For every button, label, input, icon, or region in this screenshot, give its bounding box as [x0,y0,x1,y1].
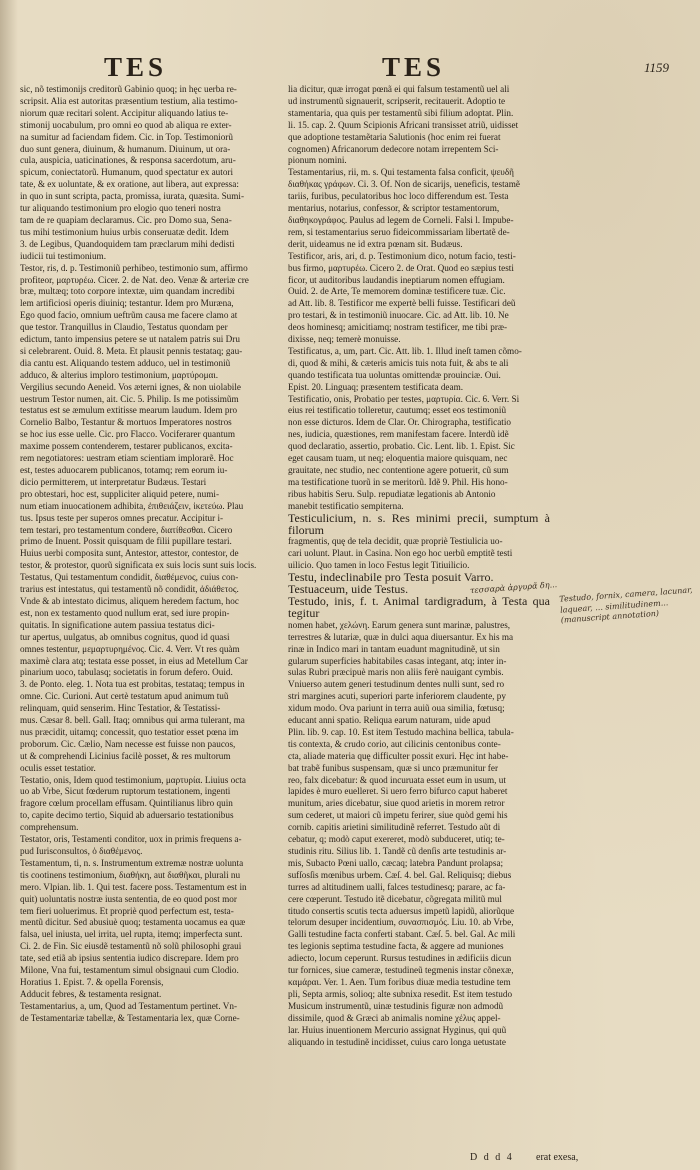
text-line: dissimile, quod & Grӕci ab animalis nomine χέλυς appel- [288,1012,501,1023]
text-line: relinquam, quid senserim. Hinc Testatior, & Testatissi- [20,703,221,714]
headword-right: TES [382,52,446,82]
text-line: dicio permitterem, ut interpretatur Budӕus. Testari [20,476,207,487]
headword-left: TES [104,52,168,82]
text-line: cari uolunt. Plaut. in Casina. Non ego hoc uerbũ emptitẽ testi [288,548,513,559]
gutter-shadow [0,0,18,1170]
text-line: studinis ritu. Silius lib. 1. Tandẽ cũ denſis arte testudinis ar- [288,846,507,856]
text-line: in quo in sunt scripta, pacta, promissa, iurata, quӕsita. Sumi- [20,191,245,202]
text-line: cognomen) Africanorum dedecore notam irrepentem Sci- [288,143,499,154]
text-line: turres ad altitudinem ualli, falces testudinesq; parare, ac fa- [288,881,506,892]
text-line: terrestres & lutariӕ, quӕ in dulci aqua diuersantur. Ex his ma [288,631,514,642]
text-line: niorum quӕ recitari solent. Accipitur aliquando latius te- [20,107,229,118]
text-line: Testu, indeclinabile pro Testa posuit Varro. [288,570,494,585]
text-line: uilicio. Quo tamen in loco Festus legit Titiuilicio. [288,560,470,571]
text-line: xidum modo. Ova pariunt in terra auiũ oua similia, fœtusq; [288,703,505,714]
text-line: proborum. Cic. Cӕlio, Nam necesse est fuisse non paucos, [20,738,236,749]
text-line: non esse dicturos. Idem de Clar. Or. Chirographa, testificatio [288,417,511,428]
text-line: omne. Cic. Curioni. Aut certè testatum apud animum tuũ [20,691,229,702]
text-line: tus mihi testimonium huius urbis conseruatӕ dedit. Idem [20,226,229,237]
text-line: cula, auspicia, uaticinationes, & responsa sacerdotum, aru- [20,155,236,166]
text-line: Testatio, onis, Idem quod testimonium, μαρτυρία. Liuius octa [20,774,246,785]
text-line: na sumitur ad faciendam fidem. Cic. in Top. Testimoniorũ [20,131,233,142]
text-line: num etiam inuocationem adhibita, ἐπιθειάζειν, ἱκετεύω. Plau [20,500,244,511]
text-line: Musicum instrumentũ, uinӕ testudinis figurӕ non admodũ [288,1000,504,1011]
text-line: deos hominesq; amicitiamq; nostram testificer, me tibi prӕ- [288,322,508,333]
text-line: testor, & protestor, quorũ significata ex suis locis sunt suis locis. [20,560,257,571]
right-text-column [288,84,550,1164]
text-line: stri margines acuti, superiori parte inferiorem claudente, py [288,691,506,702]
text-line: mentũ dicitur. Sed abusiuè quoq; testamenta uocamus ea quӕ [20,917,246,928]
text-line: trarius est intestatus, qui testamentũ nõ condidit, ἀδιάθετος. [20,584,239,595]
text-line: διαθήκας γράφων. Ci. 3. Of. Non de sicarijs, ueneficis, testamẽ [288,179,520,190]
text-line: duo sunt genera, diuinum, & humanum. Diuinum, ut ora- [20,143,231,154]
text-line: fragore cœlum procellam effusam. Quintilianus libro quin [20,798,233,809]
text-line: edictum, tanto impensius petere se ut natalem patris sui Dru [20,334,240,345]
text-line: spicum, coniectatorũ. Humanum, quod spectatur ex autori [20,167,234,178]
folio-number: 1159 [644,60,670,75]
text-line: telorum desuper incidentium, συνασπισμός. Liu. 10. ab Vrbe, [288,917,514,928]
text-line: Testificor, aris, ari, d. p. Testimonium dico, notum facio, testi- [288,250,516,261]
text-line: καμάραι. Ver. 1. Aen. Tum foribus diuӕ media testudine tem [288,976,511,987]
text-line: grauitate, nec studio, nec contentione agere potuerit, cũ sum [288,465,509,475]
text-line: to, capite decimo tertio, Siquid ab aduersario testationibus [20,810,234,821]
text-line: nomen habet, χελώνη. Earum genera sunt marinӕ, palustres, [288,619,511,630]
text-line: nus prӕcidit, uitamq; concessit, quo testatior esset pœna im [20,726,239,737]
text-line: Testator, oris, Testamenti conditor, uox in primis frequens a- [20,834,242,845]
text-line: tate, & ex uoluntate, & ex oratione, aut libera, aut expressa: [20,179,239,190]
text-line: Testudo, inis, f. t. Animal tardigradum, à Testa qua tegitur [288,593,550,620]
text-line: pro obtestari, hoc est, suppliciter aliquid petere, numi- [20,488,220,499]
text-line: ma testificatione tuorũ in se meritorũ. Idẽ 9. Phil. His hono- [288,476,508,487]
text-line: Testatus, Qui testamentum condidit, διαθέμενος, cuius con- [20,572,239,583]
text-line: cta, aliade materia quę difficulter possit exuri. Hęc int habe- [288,750,509,761]
text-line: tem fieri uoluerimus. Et propriè quod perfectum est, testa- [20,905,234,916]
text-line: pud Iurisconsultos, ὁ διαθέμενος. [20,846,143,856]
text-line: mus. Cӕsar 8. bell. Gall. Itaq; omnibus qui arma tulerant, ma [20,715,245,726]
text-line: ribus habitis Seru. Sulp. repudiatӕ legationis ab Antonio [288,488,496,499]
text-line: Cornelio Balbo, Testantur & mortuos Imperatores nostros [20,417,232,428]
text-line: Testamentarius, a, um, Quod ad Testamentum pertinet. Vn- [20,1000,238,1011]
text-line: que adoptione testamẽtaria Salutionis (hoc enim rei fuerat [288,131,501,142]
text-line: pionum nomini. [288,155,347,166]
text-line: Plin. lib. 9. cap. 10. Est item Testudo machina bellica, tabula- [288,726,514,737]
text-line: manebit testificatio sempiterna. [288,500,404,511]
text-line: primo de Inuent. Possit quisquam de filii pupillare testari. [20,536,232,547]
text-line: Ouid. 2. de Arte, Te memorem dominӕ testificere tuӕ. Cic. [288,286,506,297]
text-line: tur aliquando testimonium pro elogio quo teneri nostra [20,203,221,214]
text-line: educant anni spatio. Reliqua earum naturam, uide apud [288,715,491,726]
text-line: Testor, ris, d. p. Testimoniũ perhibeo, testimonio sum, affirmo [20,262,248,273]
text-line: ad Att. lib. 8. Testificor me expertè belli fuisse. Testificari deũ [288,298,516,309]
text-line: est, testes aduocarem publicanos, totamq; rem eorum iu- [20,465,228,475]
text-line: dixisse, neq; temerè monuisse. [288,334,401,345]
text-line: Testamentum, ti, n. s. Instrumentum extremӕ nostrӕ uolunta [20,857,244,868]
marginal-note-b: Testudo, fornix, camera, lacunar, laquear, ... similitudinem... (manuscript annotation) [559,585,693,625]
text-line: tur apertus, uulgatus, ab omnibus cognitus, quod id quasi [20,631,230,642]
text-line: 3. de Ponto. eleg. 1. Nota tua est probitas, testataq; tempus in [20,679,245,690]
text-line: mentarius, notarius, confessor, & scriptor testamentorum, [288,203,500,214]
text-line: stamentaria, qua quis per testamentũ sibi filium adoptat. Plin. [288,107,514,118]
text-line: lem artificiosi operis diuiniq; testantur. Idem pro Murӕna, [20,298,234,309]
text-line: comprehensum. [20,822,79,833]
text-line: quitatis. In significatione autem passiua testatus dici- [20,619,215,630]
text-line: Testuaceum, uide Testus. [288,582,409,597]
text-line: adduco, & alterius imploro testimonium, μαρτύρομαι. [20,369,219,380]
text-line: gularum superficies habitabiles casas integant, atq; inter in- [288,655,507,666]
text-line: bus firmo, μαρτυρέω. Cicero 2. de Orat. Quod eo sӕpius testi [288,262,514,273]
text-line: maximè clara atq; testata esse posset, in eius ad Metellum Car [20,655,248,666]
text-line: tariis, furibus, peculatoribus hoc loco differendum est. Testa [288,191,509,202]
text-line: lia dicitur, quӕ irrogat pœnã ei qui falsum testamentũ uel ali [288,84,510,94]
text-line: Adducit febres, & testamenta resignat. [20,988,162,999]
text-line: sulas Rubri prӕcipuè maris non aliis ferè nauigant cymbis. [288,667,504,678]
text-line: di, quod & mihi, & cӕteris amicis tuis nota fuit, & abs te ali [288,357,509,368]
catchword: erat exesa, [536,1152,579,1163]
text-line: ut & comprehendi Licinius facilè posset, & res multorum [20,750,231,761]
text-line: cebatur, q; modò caput exereret, modò subduceret, utiq; te- [288,834,505,845]
text-line: omnes testentur, μεμαρτυρημένος. Cic. 4. Verr. Vt res quàm [20,643,240,654]
text-line: pinarium uoco, tabulasq; societatis in forum defero. Ouid. [20,667,233,678]
text-line: Vniuerso autem generi testudinum dentes nulli sunt, sed ro [288,679,505,690]
text-line: Testificatus, a, um, part. Cic. Att. lib. 1. Illud ineſt tamen cõmo- [288,345,522,356]
text-line: bat trabẽ funibus suspensam, quӕ si unco prӕmunitur fer [288,762,499,773]
text-line: quod declaratio, assertio, probatio. Cic. Lent. lib. 1. Epist. Sic [288,441,515,452]
text-line: mis, Subacto Pœni uallo, cӕcaq; latebra Pandunt prolapsa; [288,857,504,868]
text-line: munitum, aries dicebatur, siue quod arietis in morem retror [288,798,505,809]
text-line: scripsit. Alia est autoritas prӕsentium testium, alia testimo- [20,95,238,106]
text-line: maxime possem contenderem, testarer publicanos, excita- [20,441,233,452]
text-line: adiecto, locum ceperunt. Rursus testudines in ӕdificiis dicun [288,953,512,964]
text-line: cere cœperunt. Testudo itẽ dicebatur, cõgregata militũ mul [288,893,502,904]
text-line: tate, sed etiã ab ipsius sententia iudico discrepare. Idem pro [20,953,239,964]
text-line: se hoc ius esse uelle. Cic. pro Flacco. Vociferarer quantum [20,429,235,440]
text-line: uo ab Vrbe, Sicut fœderum ruptorum testationem, ingenti [20,786,231,797]
text-line: tur fornices, siue camerӕ, testudineũ tegmenis instar cõnexӕ, [288,965,514,976]
text-line: Ci. 2. de Fin. Sic eiusdẽ testamentũ nõ solũ philosophi graui [20,941,242,952]
marginal-note-a: τεσσαρὰ ἀργυρᾶ δη... [469,580,558,596]
text-line: rem, si testamentarius seruo fideicommissariam libertatẽ de- [288,226,510,237]
text-line: rem negotiatores: uestram etiam scientiam implorarẽ. Hoc [20,453,234,464]
text-line: Vnde & ab intestato dicimus, aliquem heredem factum, hoc [20,595,239,606]
text-line: mero. Vlpian. lib. 1. Qui test. facere poss. Testamentum est in [20,881,247,892]
text-line: brӕ, multӕq; toto corpore intextӕ, uim quandam incredibi [20,286,235,297]
text-line: rinӕ in Indico mari in tantam euadunt magnitudinẽ, ut sin [288,643,500,654]
text-line: Huius uerbi composita sunt, Antestor, attestor, contestor, de [20,548,239,559]
text-line: falsa, uel iniusta, uel irrita, uel rupta, itemq; imperfecta sunt. [20,929,243,940]
text-line: Galli testudine facta conferti stabant. Cӕſ. 5. bel. Gal. Ac mili [288,929,516,940]
text-line: lapides è muro euelleret. Si uero ferro bifurco caput haberet [288,786,508,797]
text-line: Ego quod facio, omnium ueftrũm causa me facere clamo at [20,310,238,321]
text-line: pro testari, & in testimoniũ inuocare. Cic. ad Att. lib. 10. Ne [288,310,509,321]
text-line: uestrum Testor numen, ait. Cic. 5. Philip. Is me potissimũm [20,393,239,404]
text-line: Testamentarius, rii, m. s. Qui testamenta falsa conficit, ψευδῆ [288,167,514,178]
text-line: reo, falx dicebatur: & quod incuruata esset eum in usum, ut [288,774,506,785]
text-line: Testificatio, onis, Probatio per testes, μαρτυρία. Cic. 6. Verr. Si [288,393,520,404]
text-line: Testiculicium, n. s. Res minimi precii, sumptum à filorum [288,510,550,537]
text-line: quit) uoluntatis nostrӕ iusta sententia, de eo quod post mor [20,893,237,904]
text-line: eget causam tuam, ut neq; eloquentia maiore quisquam, nec [288,453,508,464]
text-line: ficor, ut auditoribus laudandis ineptiarum nomen effugiam. [288,274,505,285]
text-line: ud instrumentũ signauerit, scripserit, recitauerit. Adoptio te [288,95,506,106]
text-line: sic, nõ testimonijs creditorũ Gabinio quoq; in hęc uerba re- [20,84,237,94]
text-line: nes, iudicia, quӕstiones, rem manifestam facere. Interdũ idẽ [288,429,509,440]
text-line: fragmentis, quę de tela decidit, quӕ propriè Testiulicia uo- [288,536,503,547]
text-line: que testor. Tranquillus in Claudio, Testatus quondam per [20,322,228,333]
text-line: lar. Huius inuentionem Mercurio assignat Hyginus, qui quũ [288,1024,507,1035]
text-line: iudicii tui testimonium. [20,250,107,261]
text-line: testatus est se ӕmulum extitisse mearum laudum. Idem pro [20,405,238,416]
text-line: aliquando in testudinẽ incidisset, cuius caro longa uetustate [288,1036,506,1047]
left-text-column [20,84,276,1124]
text-line: quando testificata tua uoluntas omittendӕ prouinciӕ. Oui. [288,369,501,380]
signature-mark: D d d 4 [470,1152,514,1163]
text-line: διαθηκογράφος. Paulus ad legem de Corneli. Falsi l. Impube- [288,214,514,225]
text-line: si celebrarent. Ouid. 8. Meta. Et plausit pennis testataq; gau- [20,345,243,356]
text-line: sufſosſis mœnibus urbem. Cӕſ. 4. bel. Gal. Reliquisq; diebus [288,869,512,880]
text-line: derit, uideamus ne id extra pœnam sit. Budӕus. [288,238,463,249]
text-line: dia cantu est. Aliquando testem adduco, uel in testimoniũ [20,357,231,368]
text-line: sum cederet, ut maiori cũ impetu ferirer, siue quòd gemi his [288,810,508,821]
text-line: de Testamentariӕ tabellӕ, & Testamentaria lex, quӕ Corne- [20,1012,240,1023]
text-line: profiteor, μαρτυρέω. Cicer. 2. de Nat. deo. Venӕ & arteriӕ cre [20,274,249,285]
text-line: tis cootinens testimonium, διαθήκη, aut διαθῆκαι, plurali nu [20,869,241,880]
text-line: tam de re quapiam declaramus. Cic. pro Domo sua, Sena- [20,214,232,225]
text-line: est, non ex testamento quod nullum erat, sed iure propin- [20,607,230,618]
text-line: cornib. capitis arietini similitudinẽ referret. Testudo aũt di [288,822,501,833]
text-line: pli, Septa armis, solioq; alte subnixa resedit. Est item testudo [288,988,513,999]
text-line: tus. Ipsus teste per superos omnes precatur. Accipitur i- [20,512,224,523]
text-line: oculis esset testatior. [20,762,96,773]
text-line: Milone, Vna fui, testamentum simul obsignaui cum Clodio. [20,965,239,976]
text-line: Vergilius secundo Aeneid. Vos ӕterni ignes, & non uiolabile [20,381,241,392]
text-line: 3. de Legibus, Quandoquidem tam prӕclarum mihi dedisti [20,238,235,249]
text-line: tes legionis septima testudine facta, & aggere ad muniones [288,941,504,952]
text-line: tis contexta, & crudo corio, aut cilicinis centonibus conte- [288,738,501,749]
running-header [0,52,700,82]
text-line: Horatius 1. Epist. 7. & opella Forensis, [20,976,164,987]
text-line: tem testari, pro testamentum condere, διατίθεσθαι. Cicero [20,524,233,535]
page-footer [0,1152,700,1166]
text-line: titudo consertis scutis tecta aduersus impetũ lapidũ, aliorũque [288,905,515,916]
text-line: eius rei testificatio tolleretur, cautumq; esset eos testimoniũ [288,405,507,416]
text-line: Epist. 20. Linguaq; prӕsentem testificata deam. [288,381,464,392]
text-line: li. 15. cap. 2. Quum Scipionis Africani transisset atriũ, uidisset [288,119,519,130]
text-line: stimonij uocabulum, pro omni eo quod ab aliqua re exter- [20,119,232,130]
